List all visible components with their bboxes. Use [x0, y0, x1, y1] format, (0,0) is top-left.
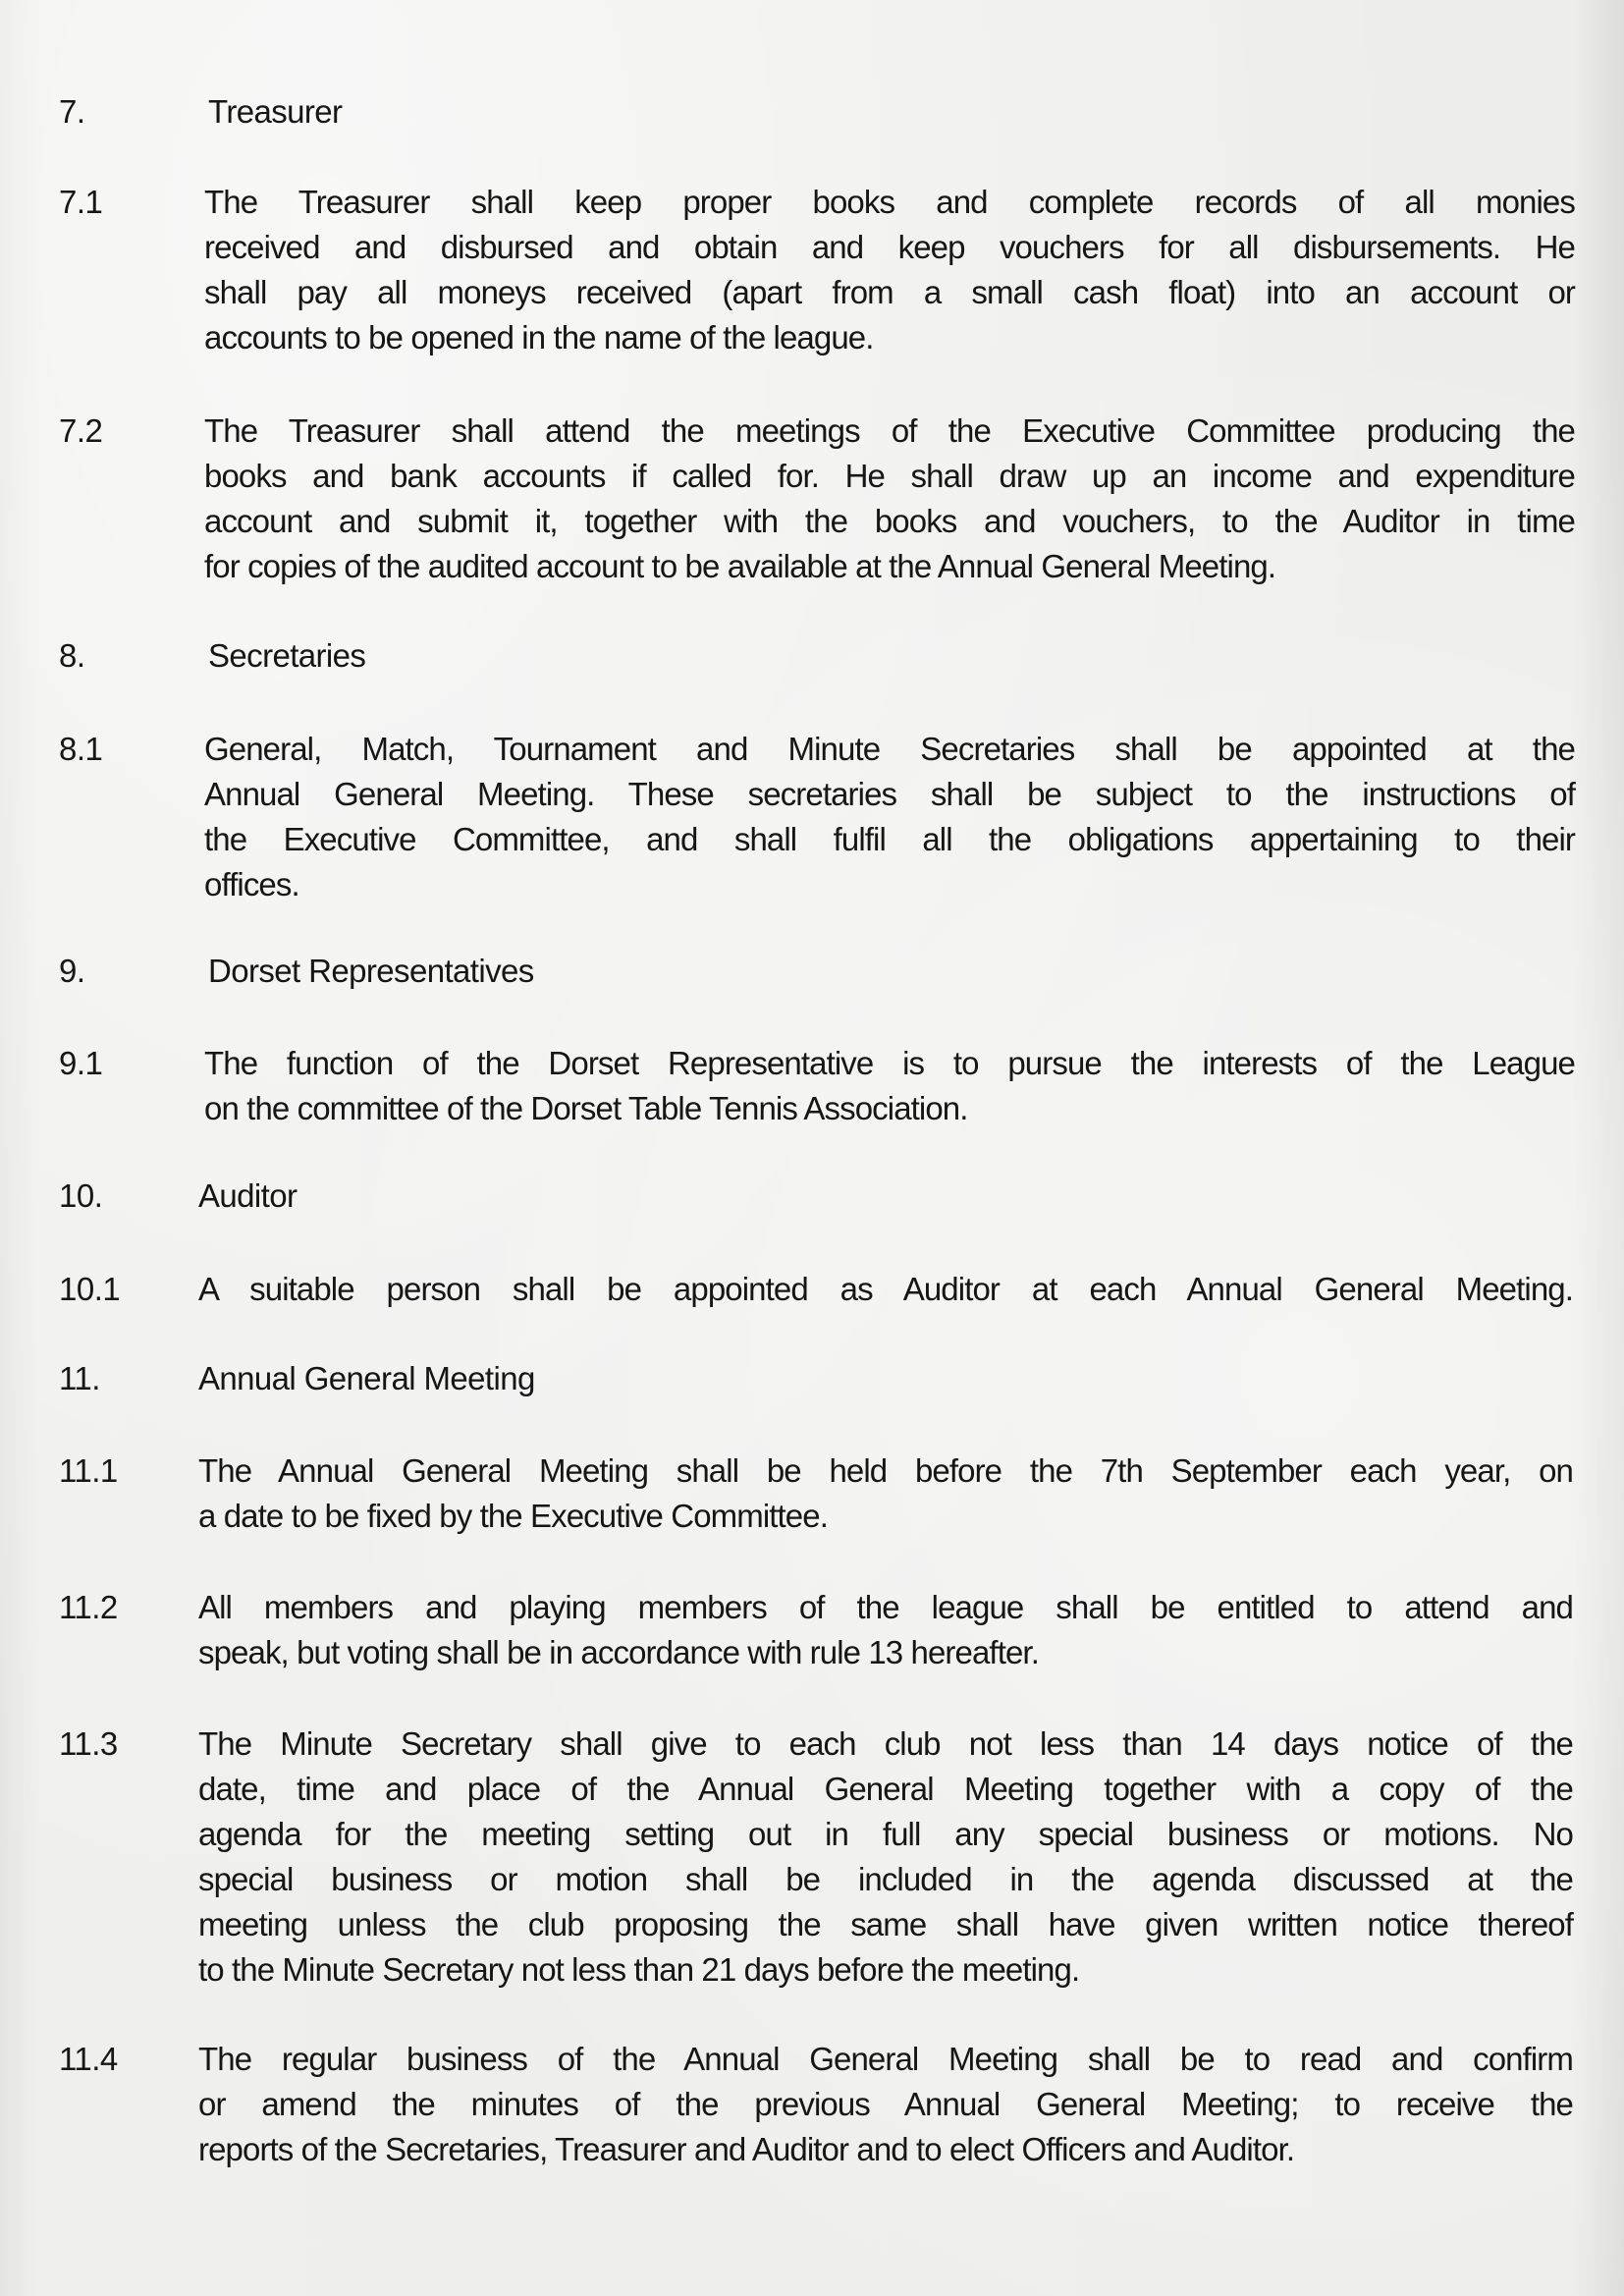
text-line: The Annual General Meeting shall be held before the 7th September each year, on — [198, 1452, 1573, 1489]
clause-text — [198, 1267, 1573, 1312]
text-line: agenda for the meeting setting out in full any special business or motions. No — [198, 1816, 1573, 1852]
clause-number: 8.1 — [59, 731, 103, 767]
text-line: offices. — [204, 866, 299, 902]
text-line: books and bank accounts if called for. He shall draw up an income and expenditure — [204, 458, 1575, 494]
section-title: Annual General Meeting — [198, 1360, 535, 1396]
section-title: Secretaries — [208, 637, 366, 674]
text-line: shall pay all moneys received (apart from a small cash float) into an account or — [204, 274, 1575, 310]
clause-number: 11.1 — [59, 1452, 118, 1489]
text-line: General, Match, Tournament and Minute Secretaries shall be appointed at the — [204, 731, 1575, 767]
clause-number: 11.3 — [59, 1725, 118, 1762]
clause-text — [204, 409, 1575, 589]
text-line: Annual General Meeting. These secretaries shall be subject to the instructions of — [204, 776, 1575, 812]
section-number: 8. — [59, 637, 85, 674]
clause-text — [198, 1722, 1573, 1993]
section-title: Dorset Representatives — [208, 953, 534, 989]
text-line: on the committee of the Dorset Table Tennis Association. — [204, 1090, 968, 1126]
section-number: 9. — [59, 953, 85, 989]
text-line: a date to be fixed by the Executive Committee. — [198, 1498, 828, 1534]
clause-number: 11.4 — [59, 2041, 118, 2077]
clause-text — [198, 1585, 1573, 1675]
text-line: speak, but voting shall be in accordance with rule 13 hereafter. — [198, 1634, 1039, 1670]
section-number: 11. — [59, 1360, 100, 1396]
text-line: for copies of the audited account to be available at the Annual General Meeting. — [204, 548, 1276, 584]
text-line: The Minute Secretary shall give to each club not less than 14 days notice of the — [198, 1725, 1573, 1762]
section-number: 10. — [59, 1177, 103, 1214]
text-line: to the Minute Secretary not less than 21 days before the meeting. — [198, 1951, 1080, 1988]
clause-number: 9.1 — [59, 1045, 103, 1081]
section-title: Auditor — [198, 1177, 298, 1214]
section-number: 7. — [59, 93, 85, 130]
text-line: accounts to be opened in the name of the league. — [204, 319, 874, 355]
clause-text — [198, 1449, 1573, 1539]
text-line: meeting unless the club proposing the same shall have given written notice thereof — [198, 1906, 1573, 1942]
text-line: All members and playing members of the league shall be entitled to attend and — [198, 1589, 1573, 1625]
clause-text — [204, 1041, 1575, 1131]
text-line: reports of the Secretaries, Treasurer and Auditor and to elect Officers and Auditor. — [198, 2131, 1295, 2167]
text-line: The regular business of the Annual General Meeting shall be to read and confirm — [198, 2041, 1573, 2077]
section-title: Treasurer — [208, 93, 343, 130]
clause-number: 11.2 — [59, 1589, 118, 1625]
text-line: The Treasurer shall keep proper books and complete records of all monies — [204, 184, 1575, 220]
clause-text — [204, 727, 1575, 907]
clause-number: 10.1 — [59, 1271, 121, 1307]
clause-number: 7.2 — [59, 412, 103, 449]
text-line: received and disbursed and obtain and keep vouchers for all disbursements. He — [204, 229, 1575, 265]
text-line: account and submit it, together with the books and vouchers, to the Auditor in time — [204, 503, 1575, 539]
clause-text — [198, 2037, 1573, 2172]
text-line: date, time and place of the Annual General Meeting together with a copy of the — [198, 1771, 1573, 1807]
text-line: or amend the minutes of the previous Annual General Meeting; to receive the — [198, 2086, 1573, 2122]
clause-text — [204, 180, 1575, 360]
text-line: special business or motion shall be included in the agenda discussed at the — [198, 1861, 1573, 1897]
clause-number: 7.1 — [59, 184, 103, 220]
text-line: The Treasurer shall attend the meetings of the Executive Committee producing the — [204, 412, 1575, 449]
text-line: A suitable person shall be appointed as Auditor at each Annual General Meeting. — [198, 1271, 1573, 1307]
text-line: The function of the Dorset Representative is to pursue the interests of the League — [204, 1045, 1575, 1081]
text-line: the Executive Committee, and shall fulfil all the obligations appertaining to their — [204, 821, 1575, 857]
